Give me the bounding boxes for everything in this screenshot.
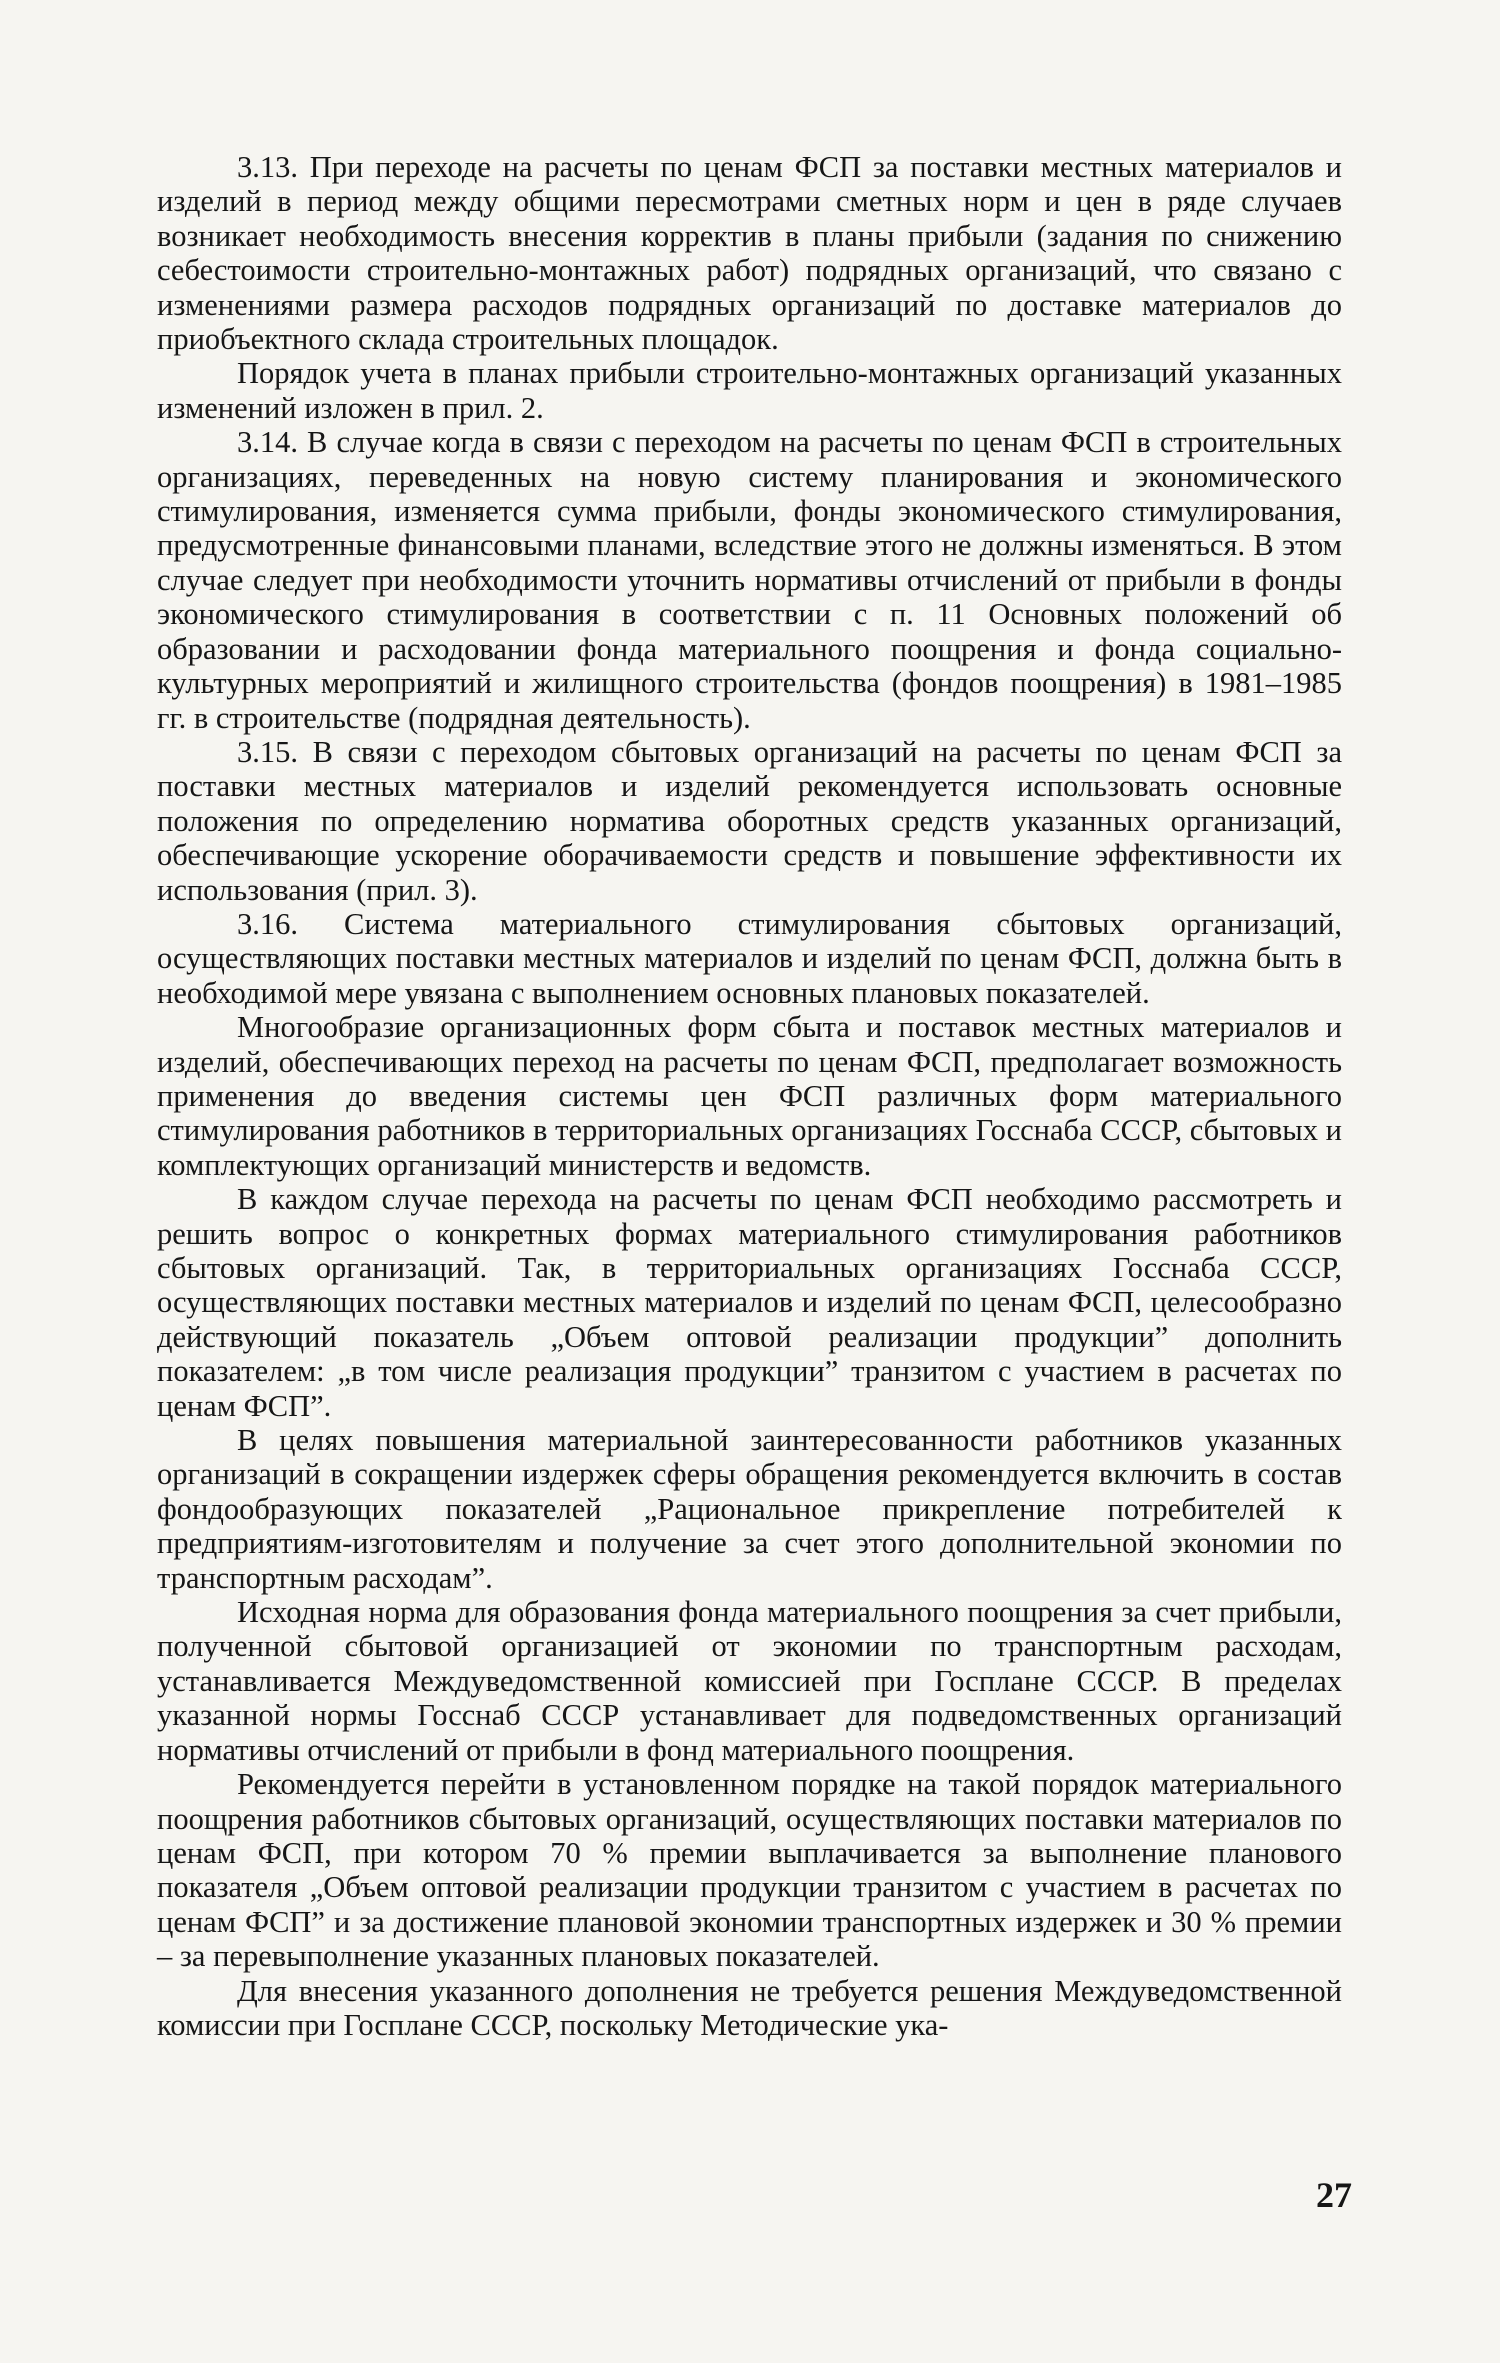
paragraph-profit-plan-order: Порядок учета в планах прибыли строительно-монтажных организаций указанных изменений изложен в прил. 2. [157,356,1342,425]
paragraph-initial-norm: Исходная норма для образования фонда материального поощрения за счет прибыли, полученной сбытовой организацией от экономии по транспортным расходам, устанавливается Междуведомственной комиссией при Госплане СССР. В пределах указанной нормы Госснаб СССР устанавливает для подведомственных организаций нормативы отчислений от прибыли в фонд материального поощрения. [157,1595,1342,1767]
paragraph-material-interest: В целях повышения материальной заинтересованности работников указанных организаций в сокращении издержек сферы обращения рекомендуется включить в состав фондообразующих показателей „Рациональное прикрепление потребителей к предприятиям-изготовителям и получение за счет этого дополнительной экономии по транспортным расходам”. [157,1423,1342,1595]
paragraph-recommended-order: Рекомендуется перейти в установленном порядке на такой порядок материального поощрения работников сбытовых организаций, осуществляющих поставки материалов по ценам ФСП, при котором 70 % премии выплачивается за выполнение планового показателя „Объем оптовой реализации продукции транзитом с участием в расчетах по ценам ФСП” и за достижение плановой экономии транспортных издержек и 30 % премии – за перевыполнение указанных плановых показателей. [157,1767,1342,1974]
paragraph-each-case: В каждом случае перехода на расчеты по ценам ФСП необходимо рассмотреть и решить вопрос о конкретных формах материального стимулирования работников сбытовых организаций. Так, в территориальных организациях Госснаба СССР, осуществляющих поставки местных материалов и изделий по ценам ФСП, целесообразно действующий показатель „Объем оптовой реализации продукции” дополнить показателем: „в том числе реализация продукции” транзитом с участием в расчетах по ценам ФСП”. [157,1182,1342,1423]
paragraph-3-13: 3.13. При переходе на расчеты по ценам ФСП за поставки местных материалов и изделий в период между общими пересмотрами сметных норм и цен в ряде случаев возникает необходимость внесения корректив в планы прибыли (задания по снижению себестоимости строительно-монтажных работ) подрядных организаций, что связано с изменениями размера расходов подрядных организаций по доставке материалов до приобъектного склада строительных площадок. [157,150,1342,357]
paragraph-3-14: 3.14. В случае когда в связи с переходом на расчеты по ценам ФСП в строительных организациях, переведенных на новую систему планирования и экономического стимулирования, изменяется сумма прибыли, фонды экономического стимулирования, предусмотренные финансовыми планами, вследствие этого не должны изменяться. В этом случае следует при необходимости уточнить нормативы отчислений от прибыли в фонды экономического стимулирования в соответствии с п. 11 Основных положений об образовании и расходовании фонда материального поощрения и фонда социально-культурных мероприятий и жилищного строительства (фондов поощрения) в 1981–1985 гг. в строительстве (подрядная деятельность). [157,425,1342,735]
paragraph-3-16: 3.16. Система материального стимулирования сбытовых организаций, осуществляющих поставки местных материалов и изделий по ценам ФСП, должна быть в необходимой мере увязана с выполнением основных плановых показателей. [157,906,1342,1010]
paragraph-organizational-forms: Многообразие организационных форм сбыта и поставок местных материалов и изделий, обеспечивающих переход на расчеты по ценам ФСП, предполагает возможность применения до введения системы цен ФСП различных форм материального стимулирования работников в территориальных организациях Госснаба СССР, сбытовых и комплектующих организаций министерств и ведомств. [157,1010,1342,1182]
paragraph-amendment: Для внесения указанного дополнения не требуется решения Междуведомственной комиссии при Госплане СССР, поскольку Методические ука- [157,1973,1342,2042]
paragraph-3-15: 3.15. В связи с переходом сбытовых организаций на расчеты по ценам ФСП за поставки местных материалов и изделий рекомендуется использовать основные положения по определению норматива оборотных средств указанных организаций, обеспечивающие ускорение оборачиваемости средств и повышение эффективности их использования (прил. 3). [157,734,1342,907]
page-number: 27 [1316,2175,1352,2215]
body-text [157,150,1342,2042]
